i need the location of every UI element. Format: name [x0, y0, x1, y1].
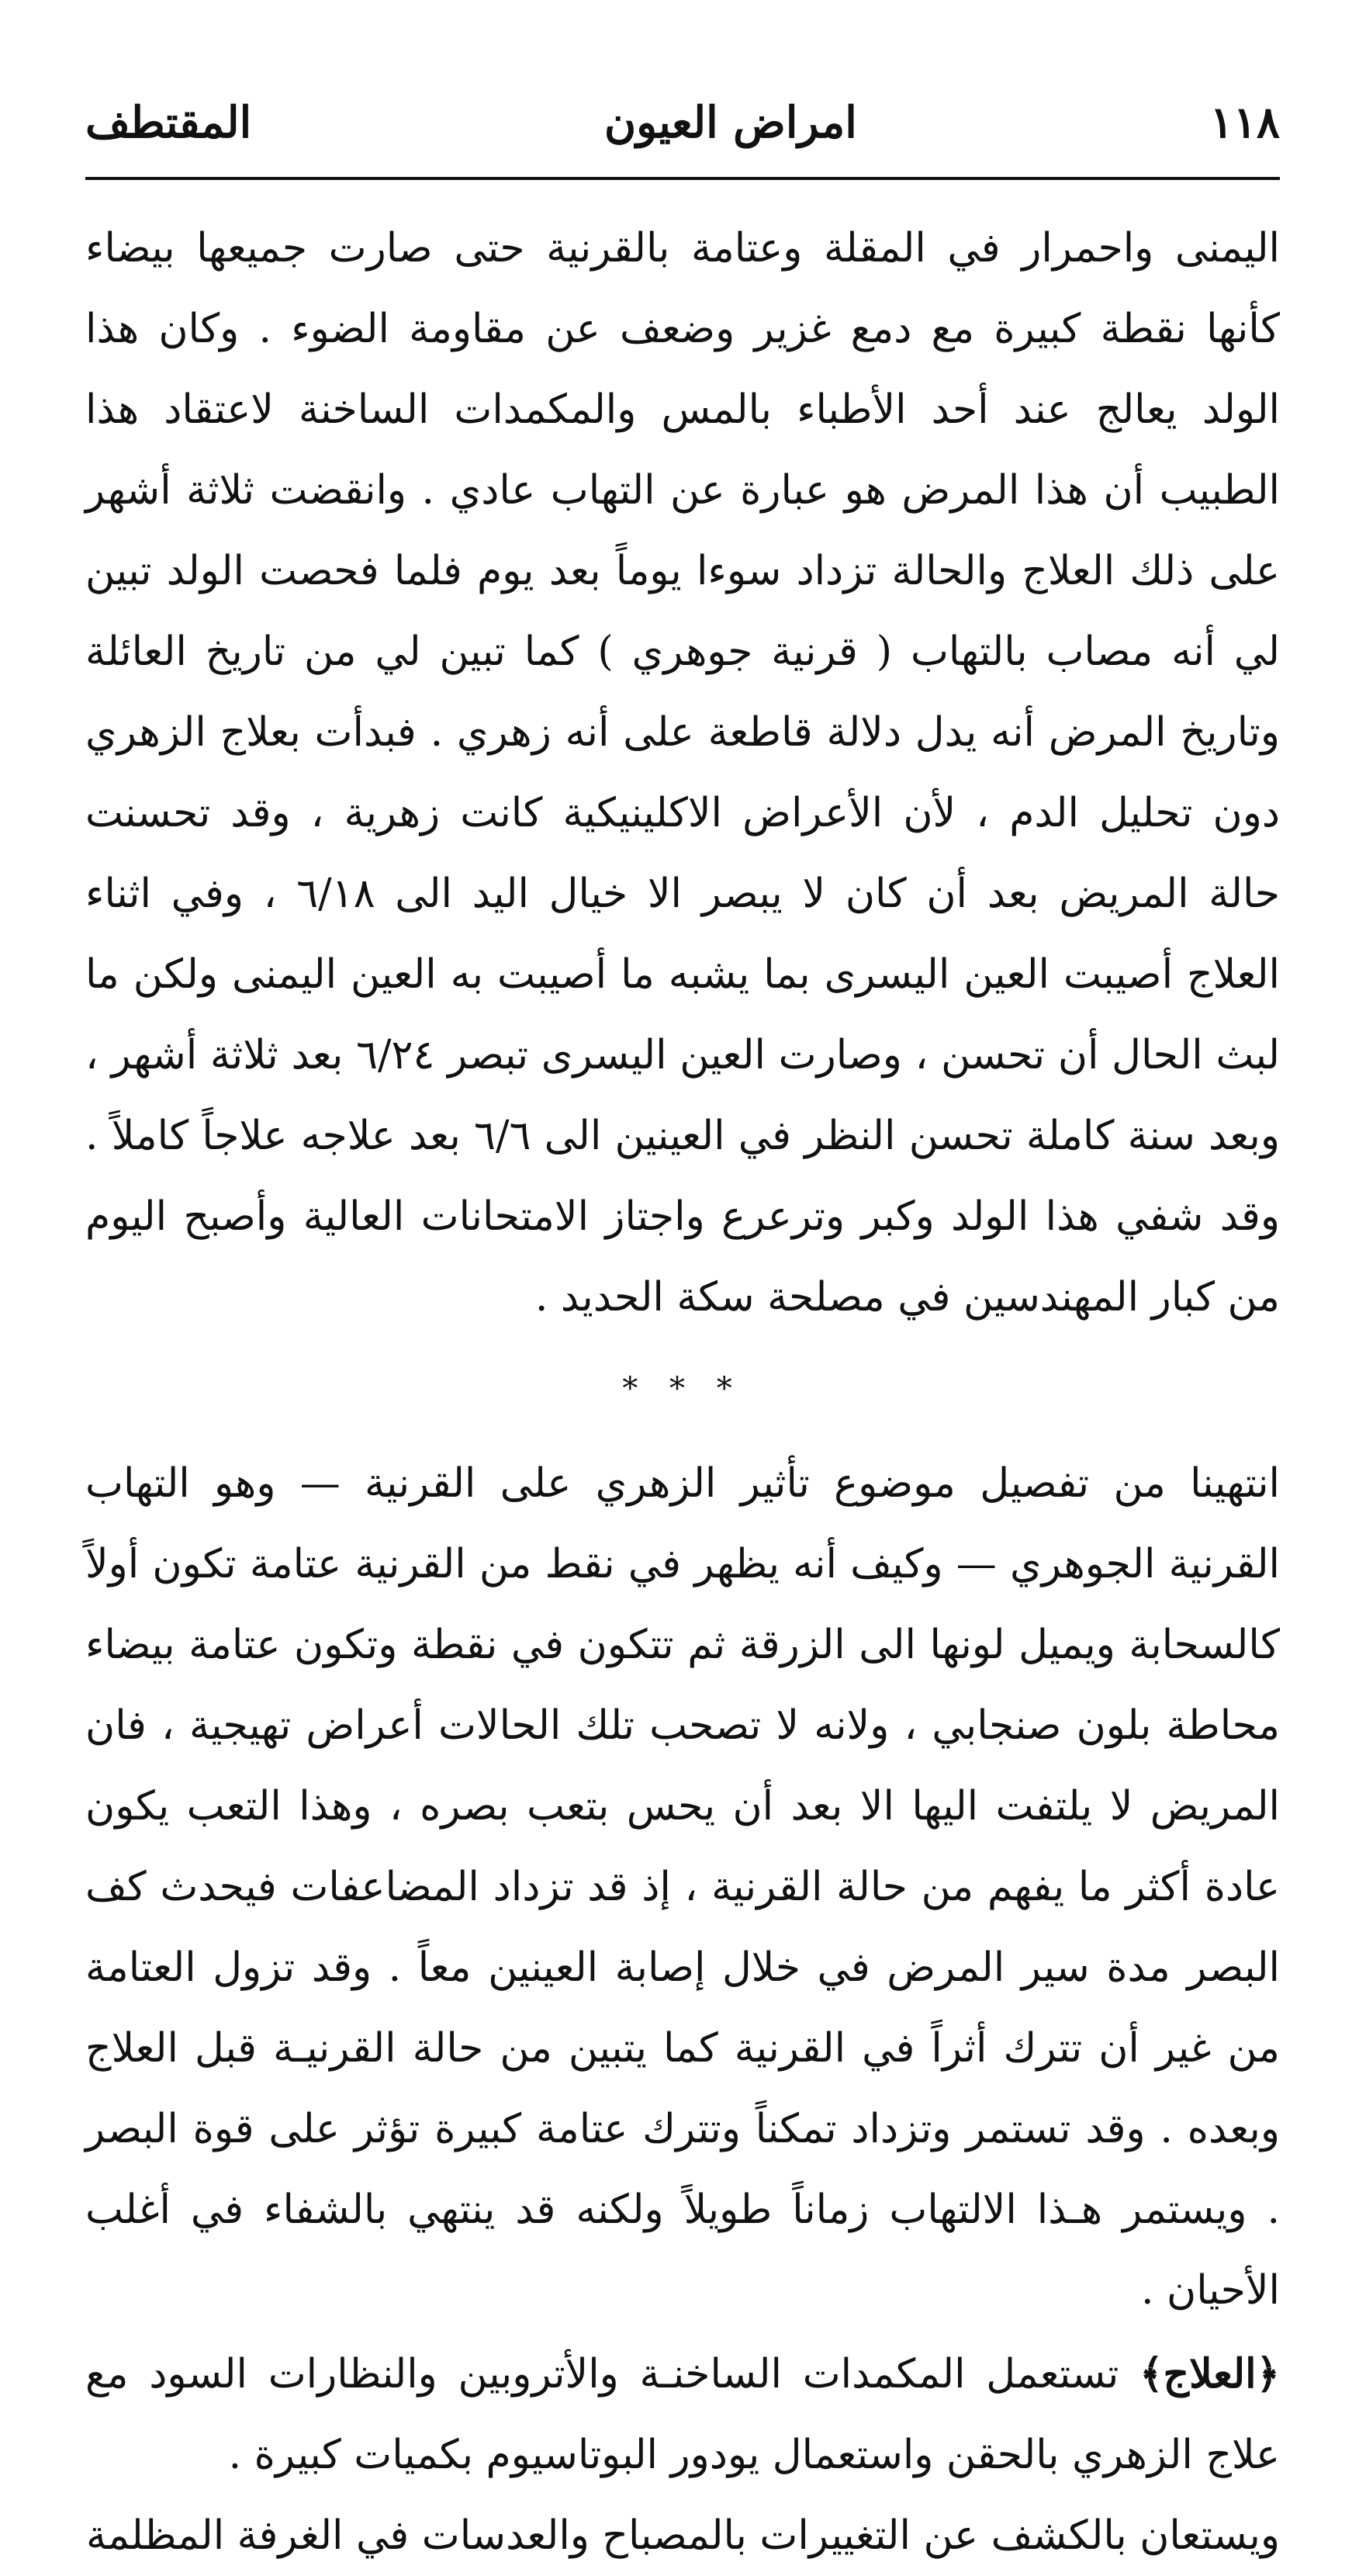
- header-rule: [85, 177, 1280, 180]
- document-page: [85, 85, 1280, 2559]
- page-header: [85, 85, 1280, 160]
- page-number: ١١٨: [1209, 97, 1280, 148]
- section-separator: * * *: [622, 1371, 743, 1407]
- paragraph-1: اليمنى واحمرار في المقلة وعتامة بالقرنية حتى صارت جميعها بيضاء كأنها نقطة كبيرة مع دمع غزير وضعف عن مقاومة الضوء . وكان هذا الولد يعالج عند أحد الأطباء بالمس والمكمدات الساخنة لاعتقاد هذا الطبيب أن هذا المرض هو عبارة عن التهاب عادي . وانقضت ثلاثة أشهر على ذلك العلاج والحالة تزداد سوءا يوماً بعد يوم فلما فحصت الولد تبين لي أنه مصاب بالتهاب ( قرنية جوهري ) كما تبين لي من تاريخ العائلة وتاريخ المرض أنه يدل دلالة قاطعة على أنه زهري . فبدأت بعلاج الزهري دون تحليل الدم ، لأن الأعراض الاكلينيكية كانت زهرية ، وقد تحسنت حالة المريض بعد أن كان لا يبصر الا خيال اليد الى ٦/١٨ ، وفي اثناء العلاج أصيبت العين اليسرى بما يشبه ما أصيبت به العين اليمنى ولكن ما لبث الحال أن تحسن ، وصارت العين اليسرى تبصر ٦/٢٤ بعد ثلاثة أشهر ، وبعد سنة كاملة تحسن النظر في العينين الى ٦/٦ بعد علاجه علاجاً كاملاً . وقد شفي هذا الولد وكبر وترعرع واجتاز الامتحانات العالية وأصبح اليوم من كبار المهندسين في مصلحة سكة الحديد .: [85, 225, 1280, 1321]
- treatment-close-bracket: ﴾: [1139, 2350, 1164, 2398]
- treatment-open-bracket: ﴿: [1256, 2350, 1280, 2398]
- treatment-text: تستعمل المكمدات الساخنـة والأتروبين والنظارات السود مع علاج الزهري بالحقن واستعمال يودور البوتاسيوم بكميات كبيرة .: [85, 2351, 1280, 2478]
- journal-name: المقتطف: [85, 97, 252, 148]
- paragraph-2: انتهينا من تفصيل موضوع تأثير الزهري على القرنية — وهو التهاب القرنية الجوهري — وكيف أنه يظهر في نقط من القرنية عتامة تكون أولاً كالسحابة ويميل لونها الى الزرقة ثم تتكون في نقطة وتكون عتامة بيضاء محاطة بلون صنجابي ، ولانه لا تصحب تلك الحالات أعراض تهيجية ، فان المريض لا يلتفت اليها الا بعد أن يحس بتعب بصره ، وهذا التعب يكون عادة أكثر ما يفهم من حالة القرنية ، إذ قد تزداد المضاعفات فيحدث كف البصر مدة سير المرض في خلال إصابة العينين معاً . وقد تزول العتامة من غير أن تترك أثراً في القرنية كما يتبين من حالة القرنيـة قبل العلاج وبعده . وقد تستمر وتزداد تمكناً وتترك عتامة كبيرة تؤثر على قوة البصر . ويستمر هـذا الالتهاب زماناً طويلاً ولكنه قد ينتهي بالشفاء في أغلب الأحيان .: [85, 1460, 1280, 2314]
- treatment-paragraph: [85, 2334, 1280, 2495]
- treatment-heading: العلاج: [1163, 2350, 1257, 2398]
- closing-line: ويستعان بالكشف عن التغييرات بالمصباح والعدسات في الغرفة المظلمة: [85, 2512, 1280, 2559]
- chapter-title: امراض العيون: [604, 97, 857, 148]
